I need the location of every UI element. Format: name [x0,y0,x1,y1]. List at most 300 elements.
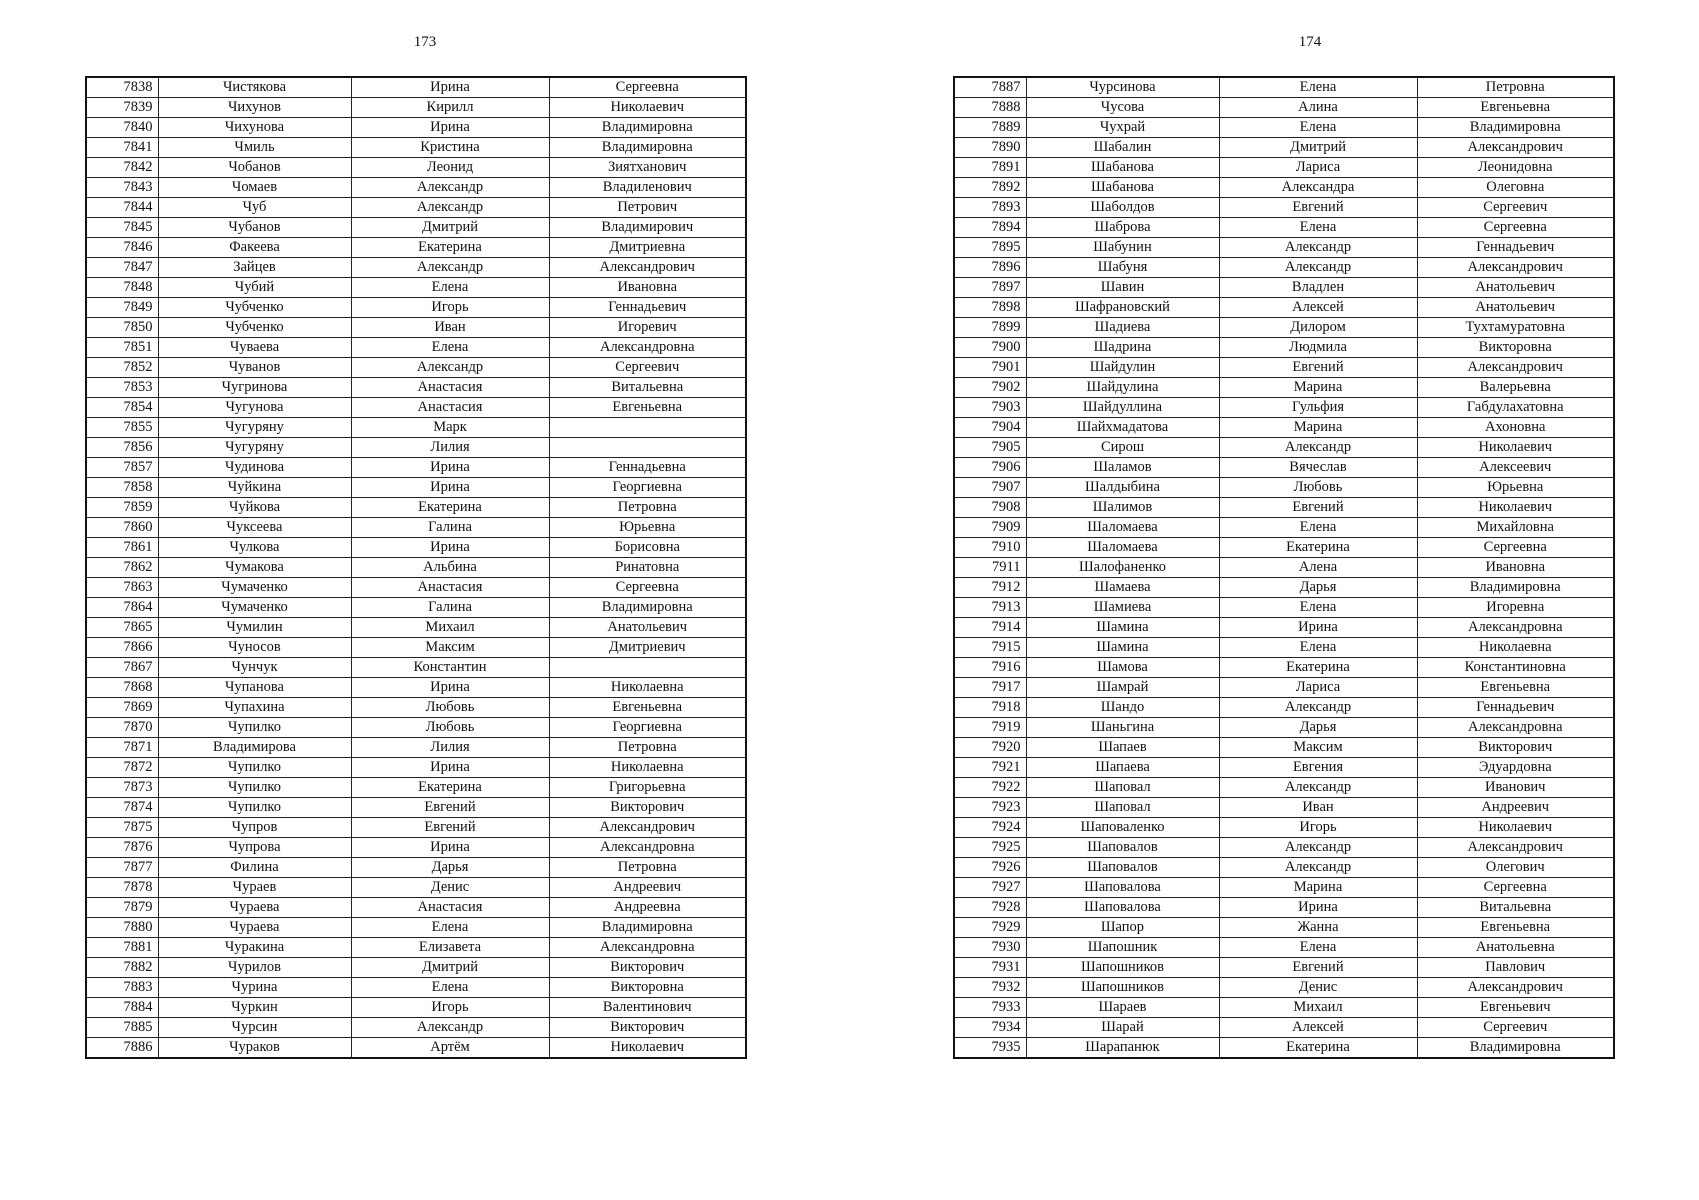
row-number-cell: 7899 [954,318,1026,338]
last-name-cell: Чубченко [158,318,351,338]
table-row [954,598,1614,618]
row-number-cell: 7909 [954,518,1026,538]
patronymic-cell: Петровна [549,858,746,878]
first-name-cell: Анастасия [351,898,549,918]
last-name-cell: Чусова [1026,98,1219,118]
last-name-cell: Сирош [1026,438,1219,458]
table-row [954,418,1614,438]
last-name-cell: Чуйкина [158,478,351,498]
last-name-cell: Чубанов [158,218,351,238]
table-row [86,958,746,978]
row-number-cell: 7913 [954,598,1026,618]
first-name-cell: Дмитрий [351,958,549,978]
last-name-cell: Чуркин [158,998,351,1018]
patronymic-cell: Георгиевна [549,718,746,738]
last-name-cell: Чураева [158,918,351,938]
row-number-cell: 7889 [954,118,1026,138]
last-name-cell: Шарай [1026,1018,1219,1038]
table-row [954,658,1614,678]
table-row [86,698,746,718]
last-name-cell: Шамиева [1026,598,1219,618]
last-name-cell: Шаповалов [1026,838,1219,858]
table-row [86,438,746,458]
table-row [86,518,746,538]
table-row [86,198,746,218]
patronymic-cell: Константиновна [1417,658,1614,678]
table-row [954,938,1614,958]
first-name-cell: Ирина [351,538,549,558]
patronymic-cell: Александровна [1417,718,1614,738]
row-number-cell: 7900 [954,338,1026,358]
table-row [954,678,1614,698]
patronymic-cell: Геннадьевич [1417,238,1614,258]
table-row [954,538,1614,558]
first-name-cell: Вячеслав [1219,458,1417,478]
patronymic-cell: Викторович [1417,738,1614,758]
row-number-cell: 7841 [86,138,158,158]
last-name-cell: Чобанов [158,158,351,178]
last-name-cell: Чураев [158,878,351,898]
first-name-cell: Галина [351,518,549,538]
table-row [954,238,1614,258]
patronymic-cell: Михайловна [1417,518,1614,538]
patronymic-cell: Александрович [1417,978,1614,998]
last-name-cell: Чурсин [158,1018,351,1038]
table-row [86,598,746,618]
patronymic-cell: Сергеевна [1417,538,1614,558]
last-name-cell: Чупилко [158,778,351,798]
first-name-cell: Галина [351,598,549,618]
row-number-cell: 7839 [86,98,158,118]
first-name-cell: Марина [1219,878,1417,898]
first-name-cell: Дилором [1219,318,1417,338]
first-name-cell: Анастасия [351,398,549,418]
patronymic-cell: Олеговна [1417,178,1614,198]
patronymic-cell: Игоревич [549,318,746,338]
last-name-cell: Шандо [1026,698,1219,718]
last-name-cell: Чурилов [158,958,351,978]
first-name-cell: Елена [1219,938,1417,958]
row-number-cell: 7907 [954,478,1026,498]
patronymic-cell: Григорьевна [549,778,746,798]
patronymic-cell: Ринатовна [549,558,746,578]
first-name-cell: Евгений [1219,958,1417,978]
row-number-cell: 7914 [954,618,1026,638]
patronymic-cell: Витальевна [549,378,746,398]
last-name-cell: Шапошников [1026,958,1219,978]
first-name-cell: Елена [1219,598,1417,618]
row-number-cell: 7849 [86,298,158,318]
patronymic-cell: Геннадьевич [549,298,746,318]
last-name-cell: Шапаев [1026,738,1219,758]
patronymic-cell: Андреевна [549,898,746,918]
row-number-cell: 7902 [954,378,1026,398]
patronymic-cell: Владимировна [1417,578,1614,598]
table-row [86,498,746,518]
patronymic-cell: Леонидовна [1417,158,1614,178]
last-name-cell: Шамова [1026,658,1219,678]
row-number-cell: 7888 [954,98,1026,118]
table-row [954,978,1614,998]
patronymic-cell: Ивановна [1417,558,1614,578]
last-name-cell: Чуйкова [158,498,351,518]
row-number-cell: 7846 [86,238,158,258]
table-row [954,77,1614,98]
table-row [954,618,1614,638]
patronymic-cell [549,658,746,678]
row-number-cell: 7876 [86,838,158,858]
first-name-cell: Александр [1219,858,1417,878]
first-name-cell: Лариса [1219,678,1417,698]
patronymic-cell: Николаевич [1417,818,1614,838]
table-row [954,118,1614,138]
patronymic-cell: Александровна [549,838,746,858]
table-row [86,878,746,898]
patronymic-cell: Юрьевна [1417,478,1614,498]
row-number-cell: 7916 [954,658,1026,678]
last-name-cell: Шайхмадатова [1026,418,1219,438]
row-number-cell: 7857 [86,458,158,478]
patronymic-cell: Валентинович [549,998,746,1018]
row-number-cell: 7922 [954,778,1026,798]
table-row [86,798,746,818]
last-name-cell: Чумилин [158,618,351,638]
row-number-cell: 7908 [954,498,1026,518]
patronymic-cell: Петровна [549,738,746,758]
patronymic-cell: Александровна [549,338,746,358]
row-number-cell: 7927 [954,878,1026,898]
patronymic-cell: Олегович [1417,858,1614,878]
row-number-cell: 7911 [954,558,1026,578]
first-name-cell: Дарья [1219,578,1417,598]
last-name-cell: Шадиева [1026,318,1219,338]
last-name-cell: Шамрай [1026,678,1219,698]
row-number-cell: 7880 [86,918,158,938]
first-name-cell: Артём [351,1038,549,1059]
first-name-cell: Кристина [351,138,549,158]
row-number-cell: 7920 [954,738,1026,758]
patronymic-cell: Евгеньевна [549,698,746,718]
patronymic-cell: Анатольевич [549,618,746,638]
last-name-cell: Шамина [1026,638,1219,658]
row-number-cell: 7912 [954,578,1026,598]
first-name-cell: Максим [1219,738,1417,758]
row-number-cell: 7935 [954,1038,1026,1059]
last-name-cell: Шаброва [1026,218,1219,238]
first-name-cell: Ирина [1219,618,1417,638]
first-name-cell: Марк [351,418,549,438]
first-name-cell: Александра [1219,178,1417,198]
first-name-cell: Александр [1219,778,1417,798]
patronymic-cell: Александрович [1417,138,1614,158]
table-row [954,218,1614,238]
first-name-cell: Альбина [351,558,549,578]
patronymic-cell: Юрьевна [549,518,746,538]
table-row [86,1038,746,1059]
patronymic-cell: Александрович [549,818,746,838]
last-name-cell: Шабанова [1026,158,1219,178]
first-name-cell: Лилия [351,438,549,458]
last-name-cell: Шабалин [1026,138,1219,158]
table-row [954,398,1614,418]
patronymic-cell: Викторовна [1417,338,1614,358]
row-number-cell: 7859 [86,498,158,518]
row-number-cell: 7879 [86,898,158,918]
table-row [86,658,746,678]
table-row [86,338,746,358]
patronymic-cell: Дмитриевна [549,238,746,258]
patronymic-cell: Иванович [1417,778,1614,798]
table-row [86,1018,746,1038]
last-name-cell: Шарапанюк [1026,1038,1219,1059]
last-name-cell: Чуксеева [158,518,351,538]
patronymic-cell: Владимировна [549,918,746,938]
patronymic-cell: Владиленович [549,178,746,198]
patronymic-cell: Витальевна [1417,898,1614,918]
last-name-cell: Чупров [158,818,351,838]
last-name-cell: Шамаева [1026,578,1219,598]
first-name-cell: Ирина [351,458,549,478]
patronymic-cell: Владимировна [1417,118,1614,138]
row-number-cell: 7877 [86,858,158,878]
last-name-cell: Чураков [158,1038,351,1059]
page-number-left: 173 [413,34,437,50]
patronymic-cell: Сергеевна [1417,878,1614,898]
last-name-cell: Зайцев [158,258,351,278]
table-row [954,1038,1614,1059]
row-number-cell: 7851 [86,338,158,358]
last-name-cell: Шаломаева [1026,538,1219,558]
table-row [954,738,1614,758]
last-name-cell: Шаповаленко [1026,818,1219,838]
row-number-cell: 7838 [86,77,158,98]
last-name-cell: Чомаев [158,178,351,198]
table-row [86,938,746,958]
first-name-cell: Ирина [351,758,549,778]
first-name-cell: Владлен [1219,278,1417,298]
first-name-cell: Екатерина [1219,1038,1417,1059]
table-row [86,77,746,98]
last-name-cell: Шапошников [1026,978,1219,998]
last-name-cell: Чугринова [158,378,351,398]
patronymic-cell: Сергеевна [549,578,746,598]
table-row [954,878,1614,898]
table-row [954,278,1614,298]
last-name-cell: Шайдуллина [1026,398,1219,418]
last-name-cell: Чурсинова [1026,77,1219,98]
first-name-cell: Ирина [351,838,549,858]
last-name-cell: Шаломаева [1026,518,1219,538]
row-number-cell: 7868 [86,678,158,698]
last-name-cell: Филина [158,858,351,878]
row-number-cell: 7924 [954,818,1026,838]
patronymic-cell: Габдулахатовна [1417,398,1614,418]
last-name-cell: Чистякова [158,77,351,98]
table-row [954,178,1614,198]
row-number-cell: 7915 [954,638,1026,658]
table-row [86,478,746,498]
patronymic-cell: Валерьевна [1417,378,1614,398]
patronymic-cell: Дмитриевич [549,638,746,658]
row-number-cell: 7860 [86,518,158,538]
patronymic-cell: Зиятханович [549,158,746,178]
table-row [86,278,746,298]
page-number-right: 174 [1298,34,1322,50]
row-number-cell: 7906 [954,458,1026,478]
first-name-cell: Анастасия [351,578,549,598]
row-number-cell: 7932 [954,978,1026,998]
row-number-cell: 7853 [86,378,158,398]
row-number-cell: 7885 [86,1018,158,1038]
last-name-cell: Шайдулин [1026,358,1219,378]
first-name-cell: Ирина [351,118,549,138]
row-number-cell: 7923 [954,798,1026,818]
row-number-cell: 7931 [954,958,1026,978]
first-name-cell: Ирина [351,77,549,98]
row-number-cell: 7872 [86,758,158,778]
patronymic-cell: Владимировна [1417,1038,1614,1059]
patronymic-cell: Георгиевна [549,478,746,498]
last-name-cell: Чугунова [158,398,351,418]
patronymic-cell: Игоревна [1417,598,1614,618]
last-name-cell: Чихунова [158,118,351,138]
first-name-cell: Дарья [1219,718,1417,738]
first-name-cell: Елена [351,978,549,998]
patronymic-cell: Николаевич [549,98,746,118]
table-row [86,538,746,558]
table-row [86,678,746,698]
row-number-cell: 7894 [954,218,1026,238]
first-name-cell: Дарья [351,858,549,878]
first-name-cell: Максим [351,638,549,658]
patronymic-cell: Петровна [1417,77,1614,98]
row-number-cell: 7918 [954,698,1026,718]
patronymic-cell: Евгеньевна [549,398,746,418]
table-row [954,838,1614,858]
last-name-cell: Шалимов [1026,498,1219,518]
row-number-cell: 7863 [86,578,158,598]
first-name-cell: Игорь [1219,818,1417,838]
first-name-cell: Любовь [351,698,549,718]
patronymic-cell: Анатольевич [1417,298,1614,318]
table-row [954,378,1614,398]
first-name-cell: Екатерина [1219,538,1417,558]
first-name-cell: Игорь [351,298,549,318]
patronymic-cell: Эдуардовна [1417,758,1614,778]
patronymic-cell: Николаевна [549,758,746,778]
table-row [86,178,746,198]
last-name-cell: Чупилко [158,718,351,738]
patronymic-cell: Петрович [549,198,746,218]
patronymic-cell: Владимирович [549,218,746,238]
patronymic-cell: Петровна [549,498,746,518]
table-row [86,418,746,438]
row-number-cell: 7897 [954,278,1026,298]
table-row [954,458,1614,478]
registry-table-page-173 [85,76,747,1059]
first-name-cell: Евгений [1219,198,1417,218]
patronymic-cell: Викторович [549,958,746,978]
first-name-cell: Елена [1219,77,1417,98]
last-name-cell: Чубий [158,278,351,298]
last-name-cell: Чугуряну [158,438,351,458]
row-number-cell: 7871 [86,738,158,758]
table-row [86,838,746,858]
last-name-cell: Шамина [1026,618,1219,638]
first-name-cell: Евгений [1219,498,1417,518]
table-row [954,478,1614,498]
patronymic-cell: Сергеевна [1417,218,1614,238]
row-number-cell: 7929 [954,918,1026,938]
row-number-cell: 7917 [954,678,1026,698]
patronymic-cell: Тухтамуратовна [1417,318,1614,338]
row-number-cell: 7848 [86,278,158,298]
patronymic-cell: Сергеевич [549,358,746,378]
first-name-cell: Дмитрий [1219,138,1417,158]
last-name-cell: Шапор [1026,918,1219,938]
patronymic-cell: Евгеньевна [1417,918,1614,938]
first-name-cell: Евгений [351,818,549,838]
row-number-cell: 7864 [86,598,158,618]
row-number-cell: 7910 [954,538,1026,558]
last-name-cell: Чумаченко [158,578,351,598]
row-number-cell: 7874 [86,798,158,818]
row-number-cell: 7854 [86,398,158,418]
table-row [954,778,1614,798]
registry-table-body [86,77,746,1058]
last-name-cell: Шаповалова [1026,878,1219,898]
table-row [86,218,746,238]
first-name-cell: Александр [1219,258,1417,278]
patronymic-cell: Николаевна [1417,638,1614,658]
row-number-cell: 7887 [954,77,1026,98]
table-row [954,358,1614,378]
table-row [86,858,746,878]
last-name-cell: Шабуня [1026,258,1219,278]
table-row [954,258,1614,278]
last-name-cell: Шадрина [1026,338,1219,358]
table-row [86,718,746,738]
patronymic-cell: Александрович [1417,838,1614,858]
row-number-cell: 7893 [954,198,1026,218]
first-name-cell: Лилия [351,738,549,758]
patronymic-cell: Евгеньевна [1417,678,1614,698]
row-number-cell: 7878 [86,878,158,898]
row-number-cell: 7875 [86,818,158,838]
first-name-cell: Евгений [1219,358,1417,378]
first-name-cell: Елизавета [351,938,549,958]
row-number-cell: 7905 [954,438,1026,458]
row-number-cell: 7855 [86,418,158,438]
row-number-cell: 7882 [86,958,158,978]
first-name-cell: Леонид [351,158,549,178]
row-number-cell: 7870 [86,718,158,738]
last-name-cell: Шалдыбина [1026,478,1219,498]
patronymic-cell: Викторович [549,1018,746,1038]
first-name-cell: Дмитрий [351,218,549,238]
row-number-cell: 7891 [954,158,1026,178]
patronymic-cell: Владимировна [549,598,746,618]
last-name-cell: Шавин [1026,278,1219,298]
table-row [86,738,746,758]
last-name-cell: Чупахина [158,698,351,718]
first-name-cell: Марина [1219,418,1417,438]
last-name-cell: Шаповал [1026,798,1219,818]
row-number-cell: 7843 [86,178,158,198]
first-name-cell: Елена [351,278,549,298]
first-name-cell: Иван [1219,798,1417,818]
row-number-cell: 7901 [954,358,1026,378]
